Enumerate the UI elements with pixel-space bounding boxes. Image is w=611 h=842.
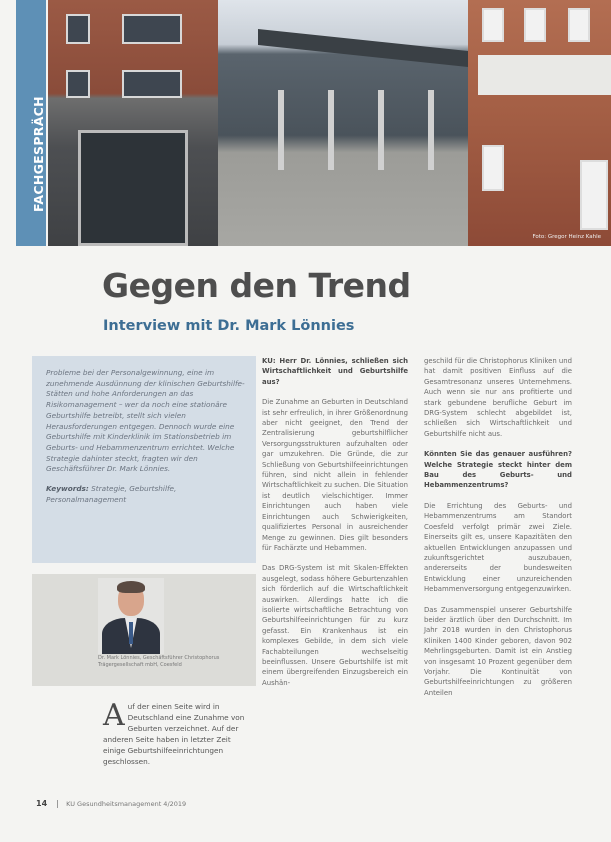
drop-cap: A xyxy=(103,698,125,733)
portrait-photo xyxy=(98,578,164,654)
interview-answer: Das DRG-System ist mit Skalen-Effekten ausgelegt, sodass höhere Geburtenzahlen sich förderlich auf die Wirtschaftlichkeit auswirken. Allerdings hatte ich die isolierte wirtschaftliche Betrachtung von Geburtshilfeeinrichtungen für zu kurz gefasst. Ein Krankenhaus ist ein komplexes Gebilde, in dem sich viele Fachabteilungen wechselseitig beeinflussen. Unsere Geburtshilfe ist mit einem übergreifenden Einzugsbereich ein Aushän- xyxy=(262,564,408,687)
page-number: 14 xyxy=(36,799,48,808)
keywords-label: Keywords: xyxy=(46,484,89,494)
photo-credit: Foto: Gregor Heinz Kahle xyxy=(532,234,601,240)
article-column-2 xyxy=(262,356,408,698)
interview-question: Könnten Sie das genauer ausführen? Welche Strategie steckt hinter dem Bau des Geburts- und Hebammenzentrums? xyxy=(424,450,572,490)
interview-question: KU: Herr Dr. Lönnies, schließen sich Wirtschaftlichkeit und Geburtshilfe aus? xyxy=(262,357,408,386)
keywords-value: Strategie, Geburtshilfe, Personalmanagement xyxy=(46,484,177,504)
abstract-box xyxy=(32,356,256,563)
photo-building-modern xyxy=(218,0,468,246)
publication-name: KU Gesundheitsmanagement 4/2019 xyxy=(66,800,187,808)
interview-answer: geschild für die Christophorus Kliniken und hat damit positiven Einfluss auf die Gesamtresonanz unseres Unternehmens. Auch wenn sie nur ans profitierte und stark gebundene berufliche Geburt im DRG-System schlecht abgebildet ist, schließen sich Wirtschaftlichkeit und Geburtshilfe nicht aus. xyxy=(424,357,572,438)
article-column-3 xyxy=(424,356,572,708)
keywords-line xyxy=(46,484,246,505)
page-footer xyxy=(36,799,186,808)
article-title: Gegen den Trend xyxy=(102,266,411,305)
section-tab-label: FACHGESPRÄCH xyxy=(31,96,46,212)
photo-building-entrance xyxy=(48,0,218,246)
header-photo xyxy=(48,0,611,246)
intro-paragraph xyxy=(103,698,255,767)
footer-divider xyxy=(57,800,58,808)
photo-building-brick xyxy=(468,0,611,246)
abstract-text: Probleme bei der Personalgewinnung, eine im zunehmende Ausdünnung der klinischen Geburtshilfe-Stätten und hohe Anforderungen an das Risikomanagement – wer da noch eine stationäre Geburtshilfe betreibt, stellt sich vielen Herausforderungen entgegen. Dennoch wurde eine Geburtshilfe mit Kinderklinik im Stationsbetrieb im Geburts- und Hebammenzentrum errichtet. Welche Strategie dahinter steckt, fragten wir den Geschäftsführer Dr. Mark Lönnies. xyxy=(46,368,245,474)
interview-answer: Das Zusammenspiel unserer Geburtshilfe beider ärztlich über den Durchschnitt. Im Jahr 2018 wurden in den Christophorus Kliniken 1400 Kinder geboren, davon 902 Mehrlingsgeburten. Damit ist ein Anstieg von insgesamt 10 Prozent gegenüber dem Vorjahr. Die Kontinuität von Geburtshilfeeinrichtungen zu größeren Anteilen xyxy=(424,605,572,697)
article-subtitle: Interview mit Dr. Mark Lönnies xyxy=(103,318,355,334)
portrait-caption: Dr. Mark Lönnies, Geschäftsführer Christophorus Trägergesellschaft mbH, Coesfeld xyxy=(98,655,220,668)
intro-text: uf der einen Seite wird in Deutschland eine Zunahme von Geburten verzeichnet. Auf der anderen Seite haben in letzter Zeit einige Geburtshilfeeinrichtungen geschlossen. xyxy=(103,702,245,766)
interview-answer: Die Errichtung des Geburts- und Hebammenzentrums am Standort Coesfeld verfolgt primär zwei Ziele. Einerseits gilt es, unsere Kapazitäten den aktuellen Entwicklungen anzupassen und zukunftsgerichtet auszubauen, andererseits der bundesweiten Entwicklung einer unzureichenden Hebammenversorgung entgegenzuwirken. xyxy=(424,501,572,594)
interview-answer: Die Zunahme an Geburten in Deutschland ist sehr erfreulich, in ihrer Größenordnung aber nicht geeignet, den Trend der Zentralisierung geburtshilflicher Versorgungsstrukturen aufzuhalten oder gar umzukehren. Die Gründe, die zur Schließung von Geburtshilfeeinrichtungen führen, sind nicht allein in fehlender Wirtschaftlichkeit zu suchen. Die Situation ist deutlich vielschichtiger. Immer Einrichtungen auch haben viele Einrichtungen auch Schwierigkeiten, qualifiziertes Personal in ausreichender Menge zu gewinnen. Dies gilt besonders für Fachärzte und Hebammen. xyxy=(262,398,408,552)
